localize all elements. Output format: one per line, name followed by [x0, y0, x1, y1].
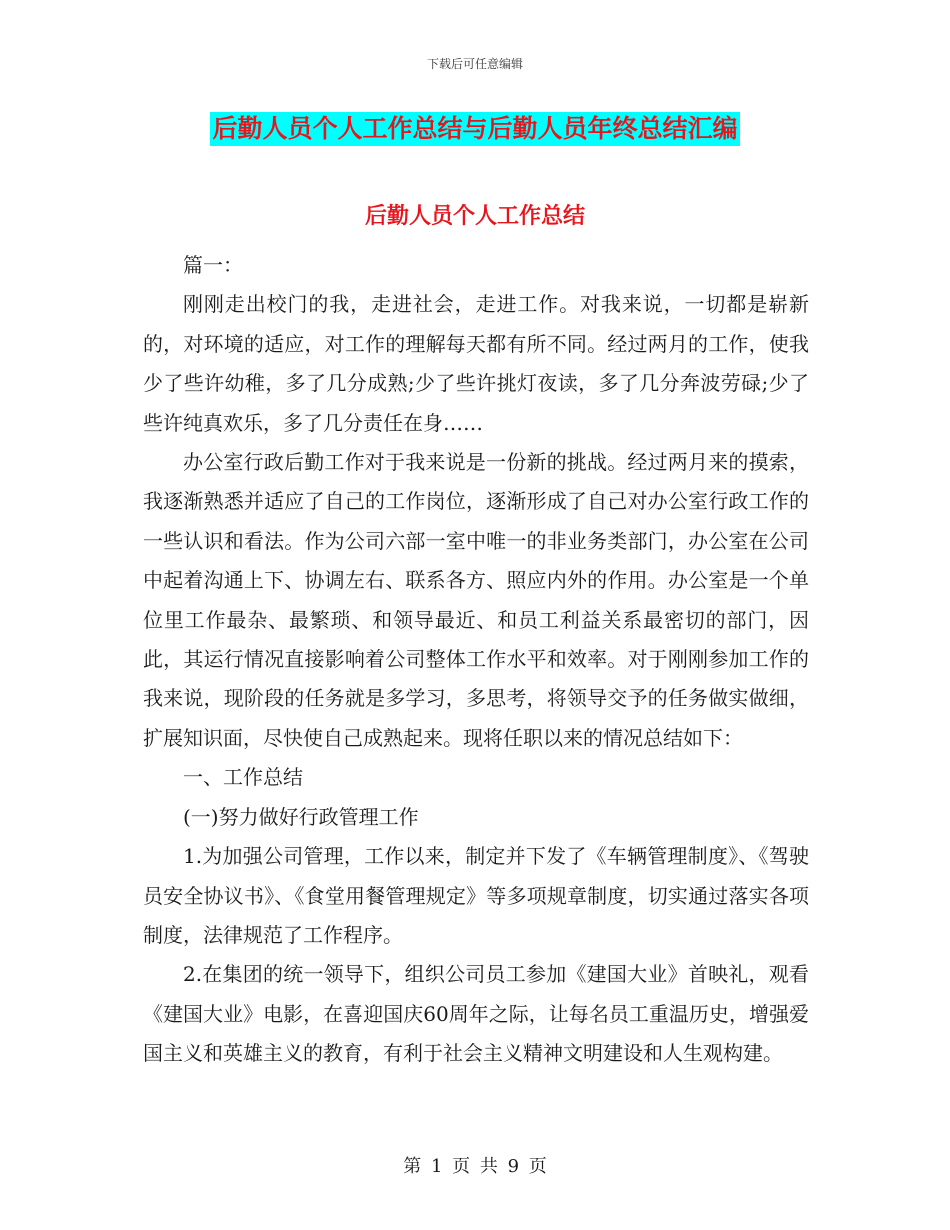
- paragraph-item-2: 2.在集团的统一领导下，组织公司员工参加《建国大业》首映礼，观看《建国大业》电影，在喜迎国庆60周年之际，让每名员工重温历史，增强爱国主义和英雄主义的教育，有利于社会主义精神文明建设和人生观构建。: [143, 962, 809, 1066]
- document-title: 后勤人员个人工作总结与后勤人员年终总结汇编: [210, 112, 739, 146]
- paragraph-heading-admin-management: (一)努力做好行政管理工作: [183, 804, 419, 829]
- paragraph-heading-work-summary: 一、工作总结: [183, 765, 303, 790]
- paragraph-office-work: 办公室行政后勤工作对于我来说是一份新的挑战。经过两月来的摸索，我逐渐熟悉并适应了自己的工作岗位，逐渐形成了自己对办公室行政工作的一些认识和看法。作为公司六部一室中唯一的非业务类部门，办公室在公司中起着沟通上下、协调左右、联系各方、照应内外的作用。办公室是一个单位里工作最杂、最繁琐、和领导最近、和员工利益关系最密切的部门，因此，其运行情况直接影响着公司整体工作水平和效率。对于刚刚参加工作的我来说，现阶段的任务就是多学习，多思考，将领导交予的任务做实做细，扩展知识面，尽快使自己成熟起来。现将任职以来的情况总结如下：: [143, 450, 809, 750]
- document-body: [143, 246, 809, 1074]
- paragraph-heading-part-one: 篇一：: [183, 253, 243, 277]
- header-note: 下载后可任意编辑: [426, 57, 523, 71]
- paragraph-intro: 刚刚走出校门的我，走进社会，走进工作。对我来说，一切都是崭新的，对环境的适应，对工作的理解每天都有所不同。经过两月的工作，使我少了些许幼稚，多了几分成熟;少了些许挑灯夜读，多了几分奔波劳碌;少了些许纯真欢乐，多了几分责任在身……: [143, 292, 809, 435]
- paragraph-item-1: 1.为加强公司管理，工作以来，制定并下发了《车辆管理制度》、《驾驶员安全协议书》、《食堂用餐管理规定》等多项规章制度，切实通过落实各项制度，法律规范了工作程序。: [143, 844, 809, 947]
- document-title-container: [0, 112, 950, 146]
- section-title: 后勤人员个人工作总结: [364, 204, 585, 229]
- page-footer: 第 1 页 共 9 页: [403, 1156, 547, 1177]
